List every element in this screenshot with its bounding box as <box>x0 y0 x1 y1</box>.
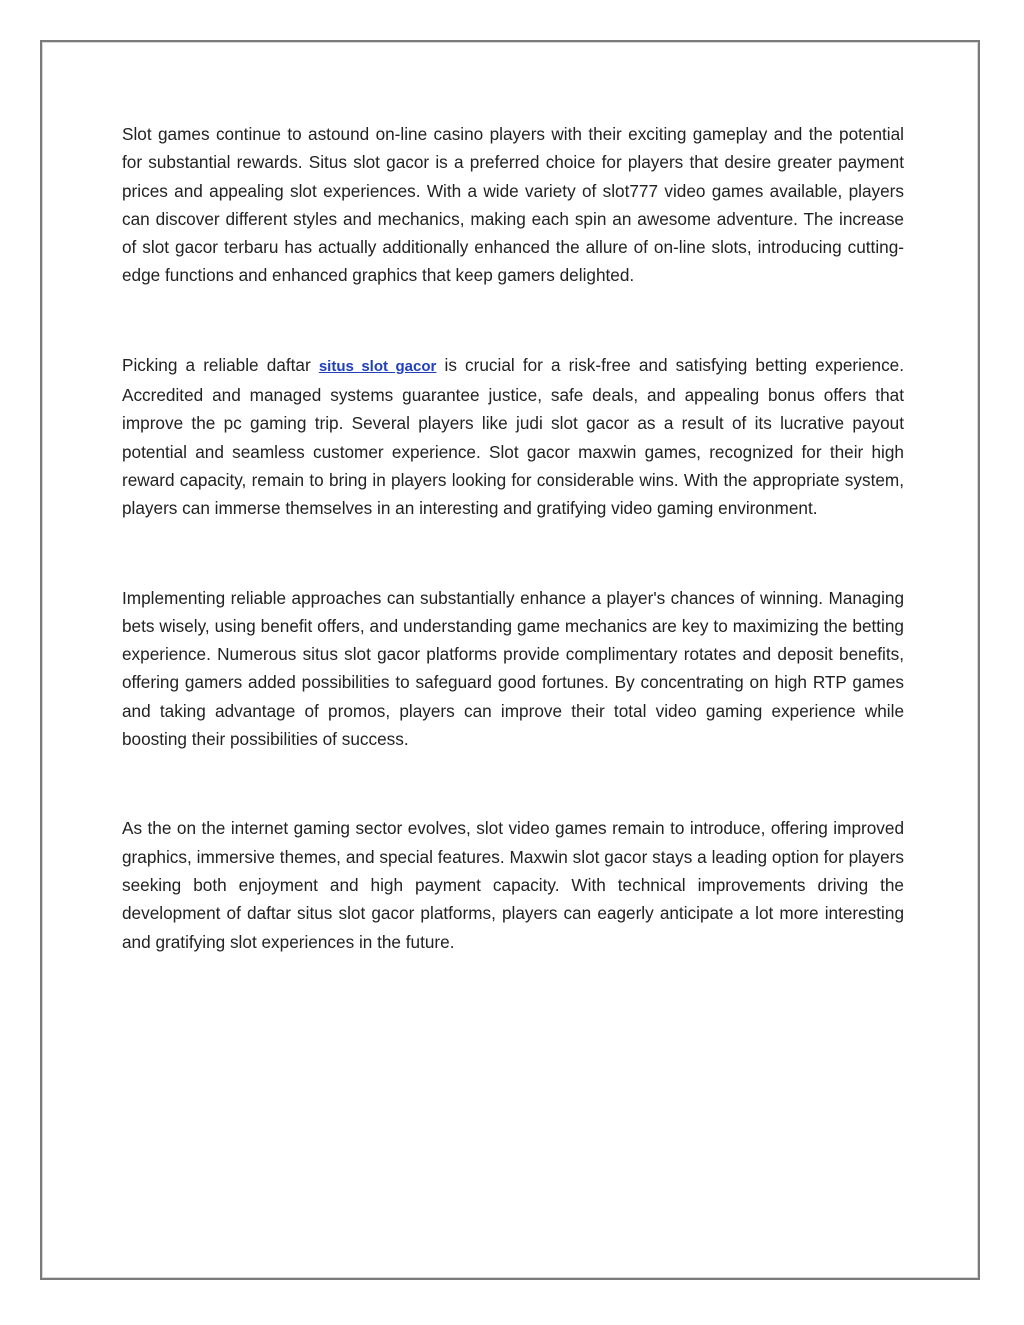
paragraph-4: As the on the internet gaming sector evolves, slot video games remain to introduce, offering improved graphics, immersive themes, and special features. Maxwin slot gacor stays a leading option for players seeking both enjoyment and high payment capacity. With technical improvements driving the development of daftar situs slot gacor platforms, players can eagerly anticipate a lot more interesting and gratifying slot experiences in the future. <box>122 818 904 952</box>
paragraph-2 <box>122 351 904 523</box>
document-page <box>40 40 980 1280</box>
situs-slot-gacor-link[interactable]: situs slot gacor <box>318 357 437 375</box>
paragraph-2-rest: is crucial for a risk-free and satisfying betting experience. Accredited and managed systems guarantee justice, safe deals, and appealing bonus offers that improve the pc gaming trip. Several players like judi slot gacor as a result of its lucrative payout potential and seamless customer experience. Slot gacor maxwin games, recognized for their high reward capacity, remain to bring in players looking for considerable wins. With the appropriate system, players can immerse themselves in an interesting and gratifying video gaming environment. <box>122 354 905 519</box>
paragraph-3: Implementing reliable approaches can substantially enhance a player's chances of winning. Managing bets wisely, using benefit offers, and understanding game mechanics are key to maximizing the betting experience. Numerous situs slot gacor platforms provide complimentary rotates and deposit benefits, offering gamers added possibilities to safeguard good fortunes. By concentrating on high RTP games and taking advantage of promos, players can improve their total video gaming experience while boosting their possibilities of success. <box>122 587 904 750</box>
paragraph-1: Slot games continue to astound on-line casino players with their exciting gameplay and the potential for substantial rewards. Situs slot gacor is a preferred choice for players that desire greater payment prices and appealing slot experiences. With a wide variety of slot777 video games available, players can discover different styles and mechanics, making each spin an awesome adventure. The increase of slot gacor terbaru has actually additionally enhanced the allure of on-line slots, introducing cutting-edge functions and enhanced graphics that keep gamers delighted. <box>122 124 904 286</box>
paragraph-2-lead: Picking a reliable daftar <box>122 354 319 375</box>
document-body <box>122 120 904 956</box>
